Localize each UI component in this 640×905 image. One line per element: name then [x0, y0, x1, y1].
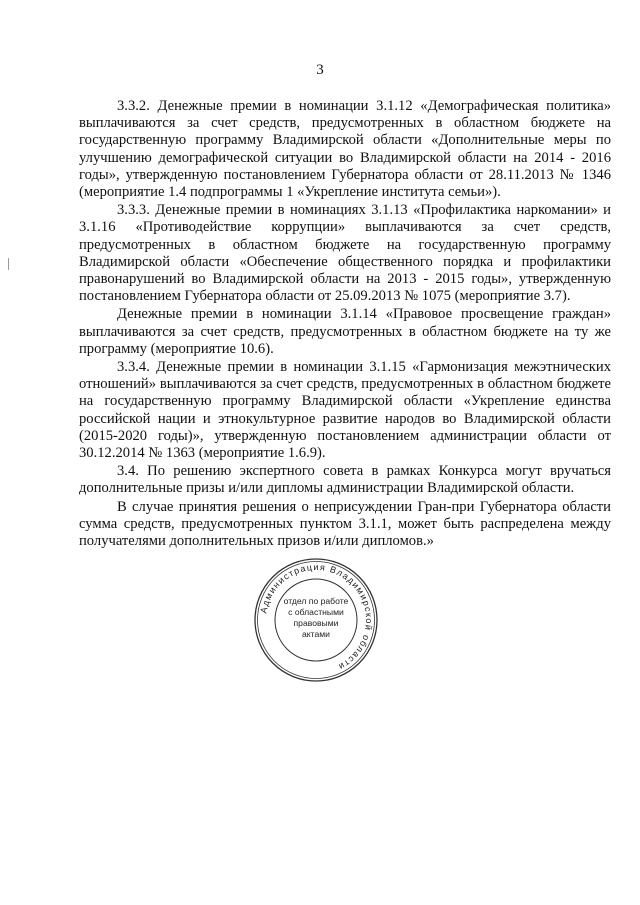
stamp-center-text [273, 596, 359, 640]
page-number: 3 [316, 62, 324, 78]
paragraph-premium-3-1-14: Денежные премии в номинации 3.1.14 «Правовое просвещение граждан» выплачиваются за счет средств, предусмотренных в областном бюджете на ту же программу (мероприятие 10.6). [79, 306, 611, 357]
paragraph-3-4: 3.4. По решению экспертного совета в рамках Конкурса могут вручаться дополнительные призы и/или дипломы администрации Владимирской области. [79, 463, 611, 497]
stamp-center-line: правовыми [293, 618, 339, 628]
document-body [79, 98, 611, 551]
paragraph-3-3-4: 3.3.4. Денежные премии в номинации 3.1.15 «Гармонизация межэтнических отношений» выплачиваются за счет средств, предусмотренных в областном бюджете на государственную программу Владимирской области «Укрепление единства российской нации и этнокультурное развитие народов во Владимирской области (2015-2020 годы)», утвержденную постановлением администрации области от 30.12.2014 № 1363 (мероприятие 1.6.9). [79, 359, 611, 462]
stamp-ring-text: Администрация Владимирской области [258, 561, 375, 673]
paragraph-3-3-3: 3.3.3. Денежные премии в номинациях 3.1.13 «Профилактика наркомании» и 3.1.16 «Противодействие коррупции» выплачиваются за счет средств, предусмотренных в областном бюджете на государственную программу Владимирской области «Обеспечение общественного порядка и профилактики правонарушений во Владимирской области на 2013 - 2015 годы», утвержденную постановлением Губернатора области от 25.09.2013 № 1075 (мероприятие 3.7). [79, 202, 611, 305]
stamp-center-line: актами [302, 629, 330, 639]
official-stamp [253, 557, 379, 683]
paragraph-grand-prix: В случае принятия решения о неприсуждении Гран-при Губернатора области сумма средств, предусмотренных пунктом 3.1.1, может быть распределена между получателями дополнительных призов и/или дипломов.» [79, 498, 611, 550]
margin-mark [8, 258, 9, 270]
stamp-center-line: отдел по работе [283, 596, 349, 606]
paragraph-3-3-2: 3.3.2. Денежные премии в номинации 3.1.12 «Демографическая политика» выплачиваются за счет средств, предусмотренных в областном бюджете на государственную программу Владимирской области «Дополнительные меры по улучшению демографической ситуации во Владимирской области на 2014 - 2016 годы», утвержденную постановлением Губернатора области от 28.11.2013 № 1346 (мероприятие 1.4 подпрограммы 1 «Укрепление института семьи»). [79, 98, 611, 201]
stamp-center-line: с областными [288, 607, 344, 617]
